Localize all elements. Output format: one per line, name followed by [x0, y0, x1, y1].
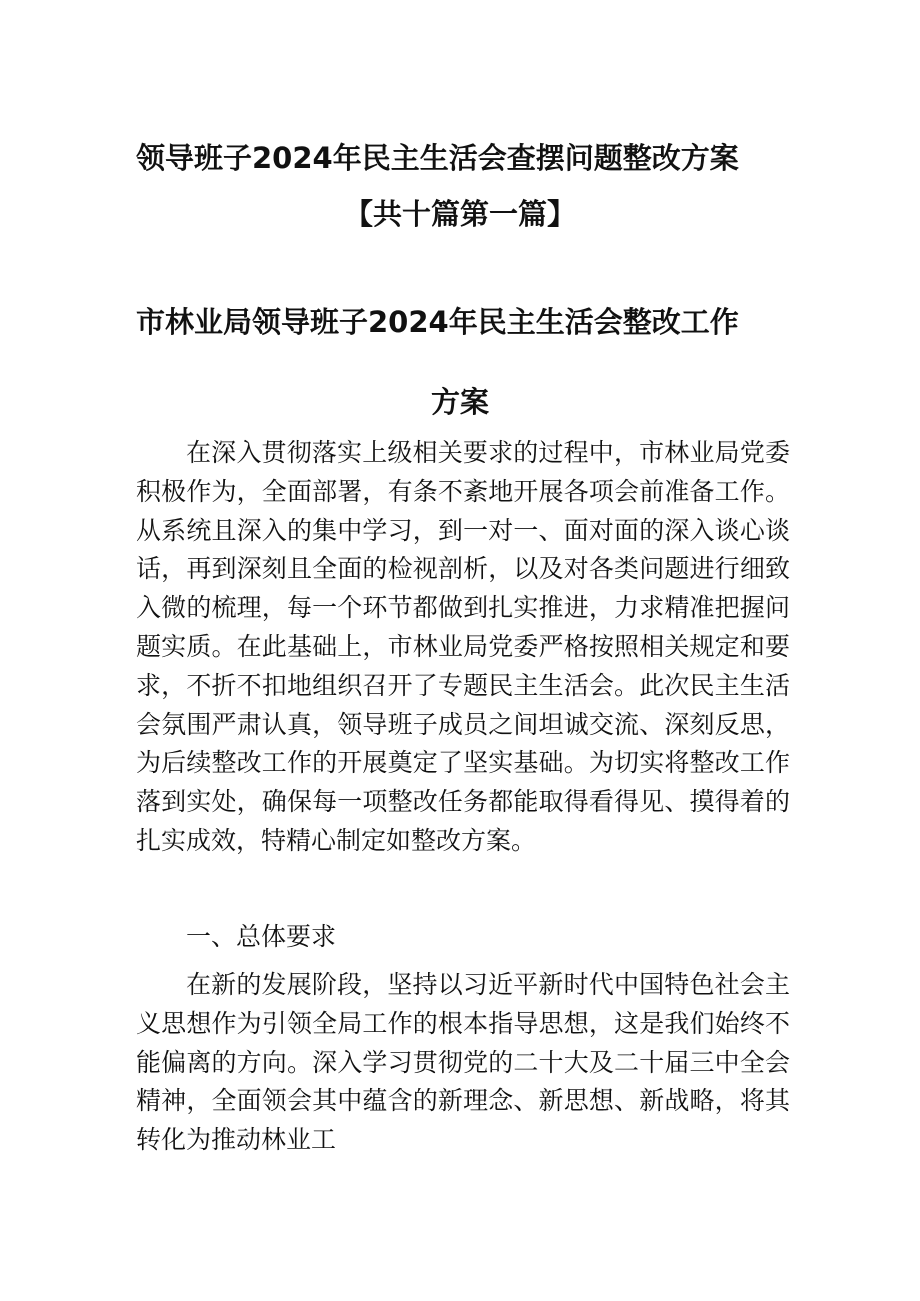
document-title: 领导班子2024年民主生活会查摆问题整改方案	[136, 141, 739, 175]
section-title: 市林业局领导班子2024年民主生活会整改工作	[136, 305, 739, 339]
section-heading-general-requirements: 一、总体要求	[186, 922, 337, 951]
series-label: 【共十篇第一篇】	[343, 197, 576, 231]
intro-paragraph: 在深入贯彻落实上级相关要求的过程中，市林业局党委积极作为，全面部署，有条不紊地开展各项会前准备工作。从系统且深入的集中学习，到一对一、面对面的深入谈心谈话，再到深刻且全面的检视剖析，以及对各类问题进行细致入微的梳理，每一个环节都做到扎实推进，力求精准把握问题实质。在此基础上，市林业局党委严格按照相关规定和要求，不折不扣地组织召开了专题民主生活会。此次民主生活会氛围严肃认真，领导班子成员之间坦诚交流、深刻反思，为后续整改工作的开展奠定了坚实基础。为切实将整改工作落到实处，确保每一项整改任务都能取得看得见、摸得着的扎实成效，特精心制定如整改方案。	[136, 438, 790, 855]
section-title-continuation: 方案	[430, 385, 489, 419]
requirements-paragraph: 在新的发展阶段，坚持以习近平新时代中国特色社会主义思想作为引领全局工作的根本指导思想，这是我们始终不能偏离的方向。深入学习贯彻党的二十大及二十届三中全会精神，全面领会其中蕴含的新理念、新思想、新战略，将其转化为推动林业工	[136, 970, 790, 1155]
